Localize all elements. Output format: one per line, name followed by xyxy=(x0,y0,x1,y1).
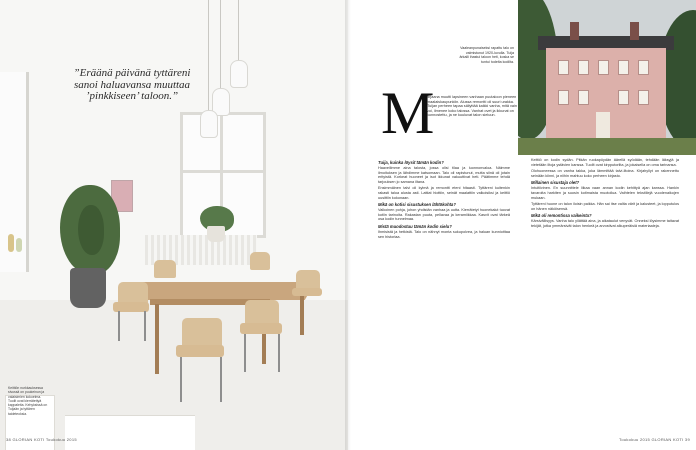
article-paragraph: Intuitiivinen. En suunnittele liikaa vaan annan kodin kehittyä ajan kanssa. Hankin tavaroita harkiten ja suosin kotimaista muotoilua. Vaihtelen tekstiilejä vuodenaikojen mukaan. xyxy=(531,186,679,200)
house-window xyxy=(598,60,609,75)
table-leg xyxy=(155,304,159,374)
house-window xyxy=(558,90,569,105)
lamp-cord xyxy=(208,0,209,110)
chair-back xyxy=(182,318,222,348)
photo-caption-right: Vaaleanpunaiseksi rapattu talo on valmistunut 1920-luvulla. Tuija ärkalli ihastui taloon heti, koska se tuntui todelta kodilta. xyxy=(459,46,514,64)
chair-leg xyxy=(220,357,222,402)
chair-back xyxy=(296,270,320,290)
house-window xyxy=(558,60,569,75)
spine-gutter xyxy=(345,0,351,450)
plant-pot xyxy=(70,268,106,308)
white-bench xyxy=(65,415,195,450)
lamp-cord xyxy=(220,0,221,88)
article-paragraph: Keittiö on kodin sydän. Pitkän ruokapöydän äärellä syödään, tehdään läksyjä ja vietetään iltoja ystävien kanssa. Tuolit ovat kirpputorilta, ja jokaisella on oma tarinansa. xyxy=(531,158,679,167)
article-paragraph: Ihmisistä ja hetkistä. Talo on nähnyt monta sukupolvea, ja haluan kunnioittaa sen historiaa. xyxy=(378,229,510,239)
article-column-2 xyxy=(531,158,679,231)
house-window xyxy=(638,60,649,75)
photo-caption-left: Keittiön nurkkauksessa sivussä on puukeinun ja valaisimien kokoelma. Tuolit ovat kierrätettyä kappaleita. Kehyksissä on Tuijaän ja tyttären taideteoksia. xyxy=(8,386,48,416)
chair-seat xyxy=(292,288,322,296)
plant-foliage xyxy=(78,205,104,255)
pink-house-photo xyxy=(518,0,696,155)
chair-seat xyxy=(240,323,282,334)
house-window xyxy=(618,90,629,105)
small-plant-pot xyxy=(207,226,225,242)
article-paragraph: Haaveilimme aina talosta, jossa olisi tilaa ja luonnonvaloa. Näimme ilmoituksen ja lähdimme katsomaan. Talo oli rapistunut, mutta siinä oli jotain erityistä. Korkeat huoneet ja isot ikkunat vakuuttivat heti. Päätimme tehdä tarjouksen jo samana iltana. xyxy=(378,166,510,184)
article-paragraph: Valkoinen pohja, johon yhdistän vanhaa ja uutta. Kierrätetyt huonekalut tuovat kotiin tarinoita. Rakastan puuta, pellavaa ja keramiikkaa. Kasvit ovat tärkeä osa kodin tunnelmaa. xyxy=(378,208,510,222)
article-paragraph: Ensimmäinen talvi oli kylmä ja remontti eteni hitaasti. Tyttäreni kuitenkin rakasti taloa alusta asti. Lattiat hiottiin, seinät maalattiin valkoisiksi ja keittiö uusittiin kokonaan. xyxy=(378,186,510,200)
article-paragraph: Olohuoneessa on vanha takka, joka lämmittää talvi-iltoina. Kirjahyllyt on rakennettu seinään kiinni, ja niihin mahtuu koko perheen kirjasto. xyxy=(531,169,679,178)
house-door xyxy=(596,112,610,140)
article-paragraph: Tyttäreni huone on talon iloisin paikka. Hän sai itse valita värit ja kalusteet, ja lopputulos on hänen näköisensä. xyxy=(531,202,679,211)
dining-table-top xyxy=(130,282,315,300)
chair-leg xyxy=(278,334,280,372)
chair-leg xyxy=(180,357,182,402)
article-subheading: Mikä oli remontissa vaikeinta? xyxy=(531,213,592,219)
chimney xyxy=(630,22,639,40)
article-column-1 xyxy=(378,158,510,241)
chair-leg xyxy=(118,311,120,341)
chair-back xyxy=(118,282,148,304)
vase xyxy=(16,238,22,252)
chimney xyxy=(570,22,579,40)
chair-back xyxy=(250,252,270,270)
lamp-cord xyxy=(238,0,239,60)
vase xyxy=(8,234,14,252)
pendant-lamp xyxy=(200,110,218,138)
house-window xyxy=(618,60,629,75)
house-window xyxy=(638,90,649,105)
folio-left: 38 GLORIAN KOTI Toukokuu 2015 xyxy=(6,437,77,442)
article-subheading: Mikä on kotisi sisustuksen lähtökohta? xyxy=(378,202,456,208)
folio-right: Toukokuu 2015 GLORIAN KOTI 39 xyxy=(619,437,690,442)
chair-seat xyxy=(176,345,224,357)
article-subheading: Mistä muodostuu tämän kodin sielu? xyxy=(378,223,452,229)
chair-back xyxy=(154,260,176,278)
left-window xyxy=(0,72,29,272)
article-subheading: Millainen sisustaja olet? xyxy=(531,180,580,186)
lawn xyxy=(518,138,696,155)
table-leg xyxy=(300,290,304,335)
house-window xyxy=(578,60,589,75)
article-subheading: Tuija, kuinka löysit tämän kodin? xyxy=(378,160,444,165)
drop-cap: M xyxy=(381,80,435,146)
pull-quote: ”Eräänä päivänä tyttäreni sanoi haluavansa muuttaa ’pinkkiseen’ taloon.” xyxy=(73,67,191,102)
house-window xyxy=(578,90,589,105)
article-paragraph: Kärsivällisyys. Vanha talo yllättää aina, ja aikataulut venyvät. Onneksi löysimme taitavat tekijät, jotka ymmärsivät talon henkeä ja arvostivat alkuperäisiä materiaaleja. xyxy=(531,219,679,228)
right-page xyxy=(348,0,696,450)
intro-paragraph: arjaana muutti lapsineen vanhaan puutaloon pieneen maalaiskaupunkiin. Alussa remontti oli suuri urakka. Tuijan perheen tapaa säilyttää kaikki vanha, mitä vain voi, ilmenee koko talossa. Vanhat ovet ja ikkunat on kunnostettu, ja ne kuuluvat talon sieluun. xyxy=(427,95,517,118)
chair-leg xyxy=(144,311,146,341)
pendant-lamp xyxy=(230,60,248,88)
chair-leg xyxy=(244,334,246,372)
